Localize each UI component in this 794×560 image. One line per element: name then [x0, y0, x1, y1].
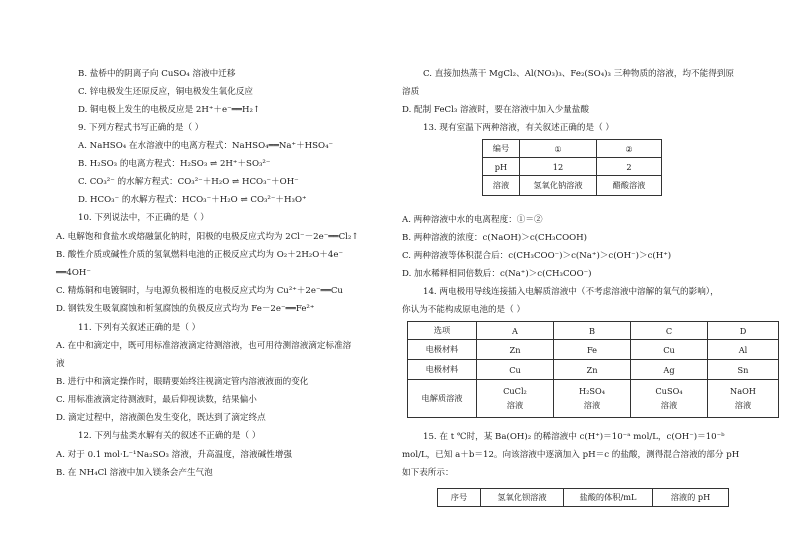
q11-option-d: D. 滴定过程中，溶液颜色发生变化，既达到了滴定终点 — [56, 413, 266, 423]
table-cell: Fe — [554, 340, 631, 360]
q10-option-a: A. 电解饱和食盐水或熔融氯化钠时，阳极的电极反应式均为 2Cl⁻－2e⁻══Cl₂↑ — [56, 232, 359, 242]
q9-option-a: A. NaHSO₄ 在水溶液中的电离方程式：NaHSO₄══Na⁺＋HSO₄⁻ — [78, 141, 334, 151]
q11-option-b: B. 进行中和滴定操作时，眼睛要始终注视滴定管内溶液液面的变化 — [56, 377, 309, 387]
q8-option-d: D. 铜电极上发生的电极反应是 2H⁺＋e⁻══H₂↑ — [78, 105, 261, 115]
q15-stem-cont: mol/L，已知 a＋b＝12。向该溶液中逐滴加入 pH＝c 的盐酸，测得混合溶液的部分 pH — [402, 450, 740, 460]
table-cell: 氢氧化钡溶液 — [481, 489, 564, 507]
table-cell: A — [477, 322, 554, 340]
table-row — [408, 322, 779, 340]
table-cell: 醋酸溶液 — [597, 176, 662, 196]
q8-option-c: C. 锌电极发生还原反应，铜电极发生氧化反应 — [78, 87, 254, 97]
q13-option-c: C. 两种溶液等体积混合后：c(CH₃COO⁻)＞c(Na⁺)＞c(OH⁻)＞c(H⁺) — [402, 251, 672, 261]
q14-stem: 14. 两电极用导线连接插入电解质溶液中（不考虑溶液中溶解的氧气的影响）， — [423, 287, 719, 297]
table-cell: Al — [708, 340, 779, 360]
q14-table — [407, 321, 779, 418]
q10-stem: 10. 下列说法中，不正确的是（ ） — [78, 213, 209, 223]
table-row — [438, 489, 729, 507]
q13-option-b: B. 两种溶液的浓度：c(NaOH)＞c(CH₃COOH) — [402, 233, 588, 243]
table-cell: ② — [597, 140, 662, 158]
table-row — [408, 360, 779, 380]
table-cell — [477, 380, 554, 418]
cell-line: 溶液 — [506, 400, 524, 410]
cell-line: NaOH — [730, 386, 756, 396]
q9-option-d: D. HCO₃⁻ 的水解方程式：HCO₃⁻＋H₂O ⇌ CO₃²⁻＋H₃O⁺ — [78, 195, 307, 205]
table-cell: 12 — [520, 158, 597, 176]
table-cell: Sn — [708, 360, 779, 380]
q15-stem-cont2: 如下表所示： — [402, 468, 454, 478]
q12-option-d: D. 配制 FeCl₃ 溶液时，要在溶液中加入少量盐酸 — [402, 105, 589, 115]
table-cell: D — [708, 322, 779, 340]
table-cell: ① — [520, 140, 597, 158]
table-row — [483, 176, 662, 196]
table-cell: 溶液的 pH — [653, 489, 729, 507]
cell-line: 溶液 — [583, 400, 601, 410]
q9-option-b: B. H₂SO₃ 的电离方程式：H₂SO₃ ⇌ 2H⁺＋SO₃²⁻ — [78, 159, 271, 169]
table-row — [408, 340, 779, 360]
q13-option-a: A. 两种溶液中水的电离程度：①＝② — [402, 215, 543, 225]
q8-option-b: B. 盐桥中的阴离子向 CuSO₄ 溶液中迁移 — [78, 69, 236, 79]
q12-option-c: C. 直接加热蒸干 MgCl₂、Al(NO₃)₃、Fe₂(SO₄)₃ 三种物质的溶液，均不能得到原 — [423, 69, 734, 79]
q15-table — [437, 488, 729, 507]
q9-option-c: C. CO₃²⁻ 的水解方程式：CO₃²⁻＋H₂O ⇌ HCO₃⁻＋OH⁻ — [78, 177, 299, 187]
q10-option-c: C. 精炼铜和电镀铜时，与电源负极相连的电极反应式均为 Cu²⁺＋2e⁻══Cu — [56, 286, 343, 296]
q13-table — [482, 139, 662, 196]
table-cell: Ag — [631, 360, 708, 380]
q11-option-c: C. 用标准液滴定待测液时，最后仰视读数，结果偏小 — [56, 395, 257, 405]
q11-option-a-cont: 液 — [56, 359, 65, 369]
cell-line: 溶液 — [734, 400, 752, 410]
q12-option-a: A. 对于 0.1 mol·L⁻¹Na₂SO₃ 溶液，升高温度，溶液碱性增强 — [56, 450, 292, 460]
table-cell: Cu — [477, 360, 554, 380]
q10-option-b: B. 酸性介质或碱性介质的氢氧燃料电池的正极反应式均为 O₂＋2H₂O＋4e⁻ — [56, 250, 343, 260]
table-cell: 溶液 — [483, 176, 520, 196]
q11-option-a: A. 在中和滴定中，既可用标准溶液滴定待测溶液，也可用待测溶液滴定标准溶 — [56, 341, 352, 351]
table-cell: pH — [483, 158, 520, 176]
cell-line: 溶液 — [660, 400, 678, 410]
q14-stem-cont: 你认为不能构成原电池的是（ ） — [402, 305, 526, 315]
q12-option-b: B. 在 NH₄Cl 溶液中加入镁条会产生气泡 — [56, 468, 213, 478]
table-cell: 电极材料 — [408, 340, 477, 360]
table-cell: C — [631, 322, 708, 340]
cell-line: H₂SO₄ — [578, 386, 606, 396]
q13-stem: 13. 现有室温下两种溶液，有关叙述正确的是（ ） — [423, 123, 615, 133]
table-cell: Zn — [554, 360, 631, 380]
q10-option-b-cont: ══4OH⁻ — [56, 268, 91, 278]
table-cell: 氢氧化钠溶液 — [520, 176, 597, 196]
q12-stem: 12. 下列与盐类水解有关的叙述不正确的是（ ） — [78, 431, 261, 441]
table-cell: 2 — [597, 158, 662, 176]
table-cell: 选项 — [408, 322, 477, 340]
q13-option-d: D. 加水稀释相同倍数后：c(Na⁺)＞c(CH₃COO⁻) — [402, 269, 592, 279]
table-row — [483, 158, 662, 176]
table-cell — [631, 380, 708, 418]
table-cell: 盐酸的体积/mL — [564, 489, 653, 507]
table-cell: B — [554, 322, 631, 340]
q15-stem: 15. 在 t ℃时，某 Ba(OH)₂ 的稀溶液中 c(H⁺)＝10⁻ᵃ mol/L，c(OH⁻)＝10⁻ᵇ — [423, 432, 725, 442]
q11-stem: 11. 下列有关叙述正确的是（ ） — [78, 323, 201, 333]
q12-option-c-cont: 溶质 — [402, 87, 420, 97]
table-cell — [554, 380, 631, 418]
cell-line: CuSO₄ — [655, 386, 683, 396]
table-cell: Cu — [631, 340, 708, 360]
table-cell: 电解质溶液 — [408, 380, 477, 418]
q10-option-d: D. 钢铁发生吸氧腐蚀和析氢腐蚀的负极反应式均为 Fe－2e⁻══Fe²⁺ — [56, 304, 315, 314]
table-cell: 电极材料 — [408, 360, 477, 380]
cell-line: CuCl₂ — [503, 386, 527, 396]
table-cell: Zn — [477, 340, 554, 360]
table-row — [483, 140, 662, 158]
table-row — [408, 380, 779, 418]
table-cell: 序号 — [438, 489, 481, 507]
q9-stem: 9. 下列方程式书写正确的是（ ） — [78, 123, 204, 133]
table-cell — [708, 380, 779, 418]
table-cell: 编号 — [483, 140, 520, 158]
